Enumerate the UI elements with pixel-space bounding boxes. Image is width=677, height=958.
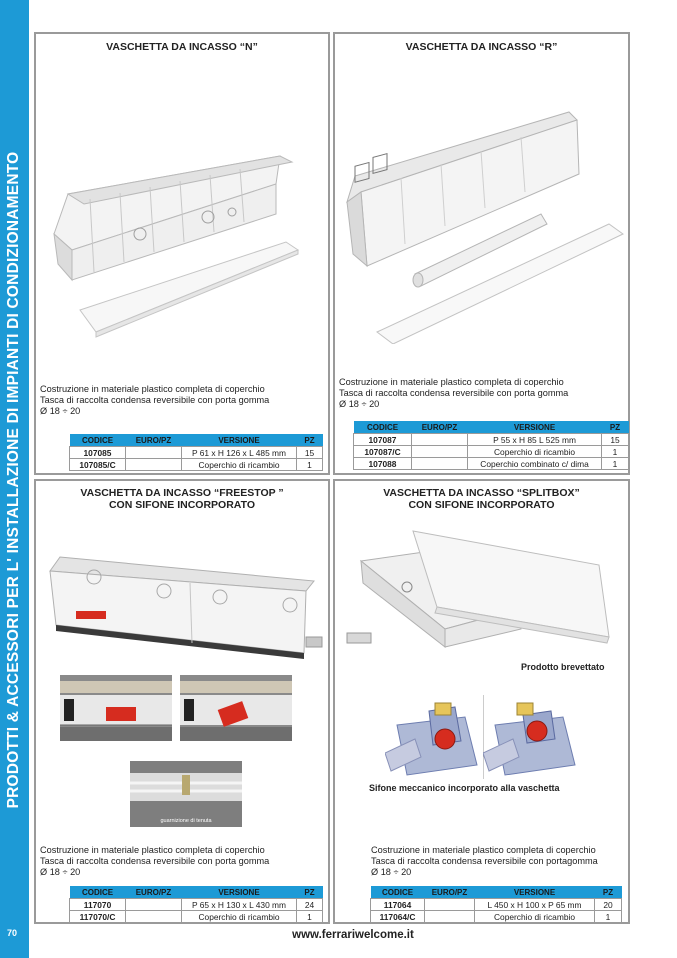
cell-code: 117064/C (371, 911, 425, 923)
cell-pz: 24 (297, 899, 323, 911)
cell-code: 107087 (354, 434, 412, 446)
cell-price (126, 447, 182, 459)
table-header-row (70, 886, 323, 899)
sidebar (0, 0, 29, 958)
cell-price (412, 434, 468, 446)
cell-version: P 65 x H 130 x L 430 mm (182, 899, 297, 911)
title-line: CON SIFONE INCORPORATO (408, 499, 555, 511)
cell-version: Coperchio combinato c/ dima (468, 458, 602, 470)
title-line: VASCHETTA DA INCASSO “SPLITBOX” (383, 487, 580, 499)
product-panel-freestop (34, 479, 330, 924)
product-description (40, 845, 269, 878)
desc-line: Ø 18 ÷ 20 (371, 867, 412, 877)
siphon-diagram-2 (483, 695, 579, 779)
cell-price (126, 911, 182, 923)
product-panel-n (34, 32, 330, 475)
desc-line: Tasca di raccolta condensa reversibile con porta gomma (40, 856, 270, 866)
cell-version: Coperchio di ricambio (468, 446, 602, 458)
cell-code: 107085/C (70, 459, 126, 471)
table-row (354, 446, 629, 458)
cell-pz: 15 (297, 447, 323, 459)
col-header-code: CODICE (354, 421, 412, 434)
cell-price (412, 446, 468, 458)
cell-price (425, 911, 475, 923)
siphon-diagram-1 (385, 695, 481, 779)
table-header-row (354, 421, 629, 434)
cell-pz: 1 (602, 458, 629, 470)
desc-line: Costruzione in materiale plastico completa di coperchio (339, 377, 564, 387)
detail-photo-1 (60, 675, 172, 741)
col-header-price: EURO/PZ (126, 886, 182, 899)
product-description (371, 845, 598, 878)
product-title (36, 487, 328, 511)
desc-line: Tasca di raccolta condensa reversibile con portagomma (371, 856, 598, 866)
col-header-pz: PZ (595, 886, 622, 899)
desc-line: Ø 18 ÷ 20 (40, 406, 81, 416)
table-row (70, 459, 323, 471)
gasket-photo (130, 761, 242, 827)
product-title (335, 487, 628, 511)
product-title (335, 41, 628, 53)
cell-version: L 450 x H 100 x P 65 mm (475, 899, 595, 911)
spec-table (69, 434, 323, 471)
table-row (70, 899, 323, 911)
desc-line: Tasca di raccolta condensa reversibile con porta gomma (40, 395, 270, 405)
patent-label: Prodotto brevettato (521, 662, 605, 672)
cell-price (126, 899, 182, 911)
cell-price (126, 459, 182, 471)
table-row (354, 434, 629, 446)
title-line: VASCHETTA DA INCASSO “R” (405, 41, 558, 53)
table-row (70, 447, 323, 459)
product-photo-n (50, 74, 310, 364)
col-header-price: EURO/PZ (412, 421, 468, 434)
spec-table (370, 886, 622, 923)
cell-code: 117070 (70, 899, 126, 911)
spec-table (69, 886, 323, 923)
product-title (36, 41, 328, 53)
cell-code: 107088 (354, 458, 412, 470)
col-header-pz: PZ (602, 421, 629, 434)
col-header-code: CODICE (70, 886, 126, 899)
title-line: CON SIFONE INCORPORATO (108, 499, 256, 511)
col-header-version: VERSIONE (468, 421, 602, 434)
cell-price (412, 458, 468, 470)
col-header-version: VERSIONE (475, 886, 595, 899)
cell-version: Coperchio di ricambio (182, 459, 297, 471)
title-line: VASCHETTA DA INCASSO “FREESTOP ” (80, 487, 284, 499)
sidebar-title: PRODOTTI & ACCESSORI PER L' INSTALLAZIONE DI IMPIANTI DI CONDIZIONAMENTO (5, 151, 22, 809)
product-photo-r (341, 74, 626, 344)
cell-pz: 15 (602, 434, 629, 446)
table-row (70, 911, 323, 923)
cell-pz: 1 (602, 446, 629, 458)
col-header-code: CODICE (371, 886, 425, 899)
col-header-code: CODICE (70, 434, 126, 447)
table-header-row (70, 434, 323, 447)
cell-code: 117070/C (70, 911, 126, 923)
cell-pz: 1 (297, 459, 323, 471)
table-header-row (371, 886, 622, 899)
product-description (339, 377, 568, 410)
siphon-label: Sifone meccanico incorporato alla vaschetta (369, 783, 560, 793)
cell-version: Coperchio di ricambio (182, 911, 297, 923)
desc-line: Ø 18 ÷ 20 (339, 399, 380, 409)
product-photo-splitbox (341, 525, 626, 650)
cell-version: Coperchio di ricambio (475, 911, 595, 923)
cell-pz: 1 (297, 911, 323, 923)
desc-line: Costruzione in materiale plastico completa di coperchio (40, 845, 265, 855)
spec-table (353, 421, 629, 470)
cell-code: 107087/C (354, 446, 412, 458)
cell-code: 117064 (371, 899, 425, 911)
cell-version: P 61 x H 126 x L 485 mm (182, 447, 297, 459)
detail-photo-2 (180, 675, 292, 741)
table-row (371, 911, 622, 923)
cell-pz: 1 (595, 911, 622, 923)
product-panel-splitbox (333, 479, 630, 924)
cell-version: P 55 x H 85 L 525 mm (468, 434, 602, 446)
col-header-version: VERSIONE (182, 886, 297, 899)
col-header-price: EURO/PZ (126, 434, 182, 447)
col-header-pz: PZ (297, 886, 323, 899)
product-photo-freestop (42, 541, 332, 661)
product-panel-r (333, 32, 630, 475)
title-line: VASCHETTA DA INCASSO “N” (106, 41, 258, 53)
col-header-pz: PZ (297, 434, 323, 447)
desc-line: Ø 18 ÷ 20 (40, 867, 81, 877)
gasket-caption: guarnizione di tenuta (160, 818, 212, 824)
footer-url[interactable]: www.ferrariwelcome.it (292, 929, 414, 941)
cell-price (425, 899, 475, 911)
page-number: 70 (7, 928, 18, 938)
cell-pz: 20 (595, 899, 622, 911)
desc-line: Tasca di raccolta condensa reversibile con porta gomma (339, 388, 569, 398)
desc-line: Costruzione in materiale plastico completa di coperchio (371, 845, 596, 855)
table-row (354, 458, 629, 470)
desc-line: Costruzione in materiale plastico completa di coperchio (40, 384, 265, 394)
col-header-price: EURO/PZ (425, 886, 475, 899)
table-row (371, 899, 622, 911)
product-description (40, 384, 269, 417)
cell-code: 107085 (70, 447, 126, 459)
col-header-version: VERSIONE (182, 434, 297, 447)
